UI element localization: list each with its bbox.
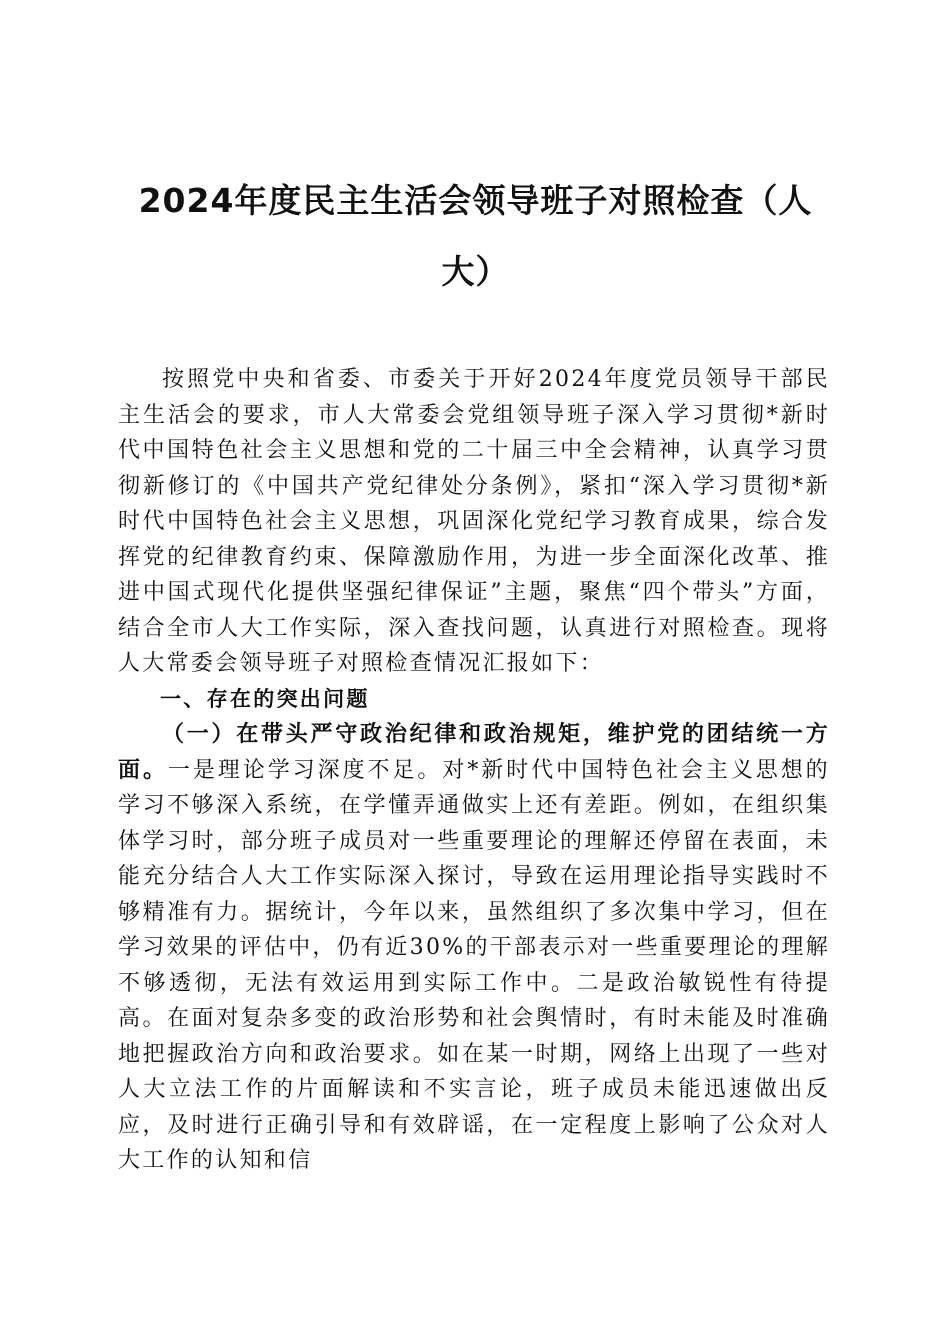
subsection-heading: （一）在带头严守政治纪律和政治规矩，维护党的团结统一方面。 bbox=[118, 722, 830, 783]
document-body bbox=[118, 362, 830, 1179]
section-heading: 一、存在的突出问题 bbox=[160, 686, 370, 711]
subsection-body: 一是理论学习深度不足。对*新时代中国特色社会主义思想的学习不够深入系统，在学懂弄通做实上还有差距。例如，在组织集体学习时，部分班子成员对一些重要理论的理解还停留在表面，未能充分结合人大工作实际深入探讨，导致在运用理论指导实践时不够精准有力。据统计，今年以来，虽然组织了多次集中学习，但在学习效果的评估中，仍有近30%的干部表示对一些重要理论的理解不够透彻，无法有效运用到实际工作中。二是政治敏锐性有待提高。在面对复杂多变的政治形势和社会舆情时，有时未能及时准确地把握政治方向和政治要求。如在某一时期，网络上出现了一些对人大立法工作的片面解读和不实言论，班子成员未能迅速做出反应，及时进行正确引导和有效辟谣，在一定程度上影响了公众对人大工作的认知和信 bbox=[118, 757, 830, 1173]
document-title: 2024年度民主生活会领导班子对照检查（人大） bbox=[138, 181, 813, 291]
intro-paragraph: 按照党中央和省委、市委关于开好2024年度党员领导干部民主生活会的要求，市人大常委会党组领导班子深入学习贯彻*新时代中国特色社会主义思想和党的二十届三中全会精神，认真学习贯彻新修订的《中国共产党纪律处分条例》，紧扣“深入学习贯彻*新时代中国特色社会主义思想，巩固深化党纪学习教育成果，综合发挥党的纪律教育约束、保障激励作用，为进一步全面深化改革、推进中国式现代化提供坚强纪律保证”主题，聚焦“四个带头”方面，结合全市人大工作实际，深入查找问题，认真进行对照检查。现将人大常委会领导班子对照检查情况汇报如下： bbox=[118, 367, 830, 676]
subsection-paragraph bbox=[118, 717, 830, 1179]
